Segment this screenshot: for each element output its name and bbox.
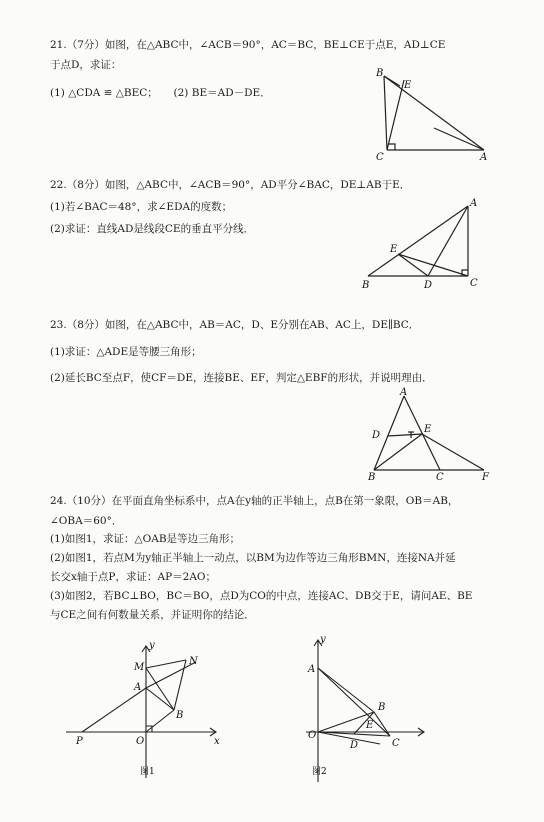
p21-line-3: (1) △CDA ≌ △BEC； (2) BE＝AD－DE． <box>50 87 271 99</box>
p24-f1-label-n: N <box>189 656 198 667</box>
p24-f2-label-o: O <box>308 730 317 741</box>
p24-figure-2 <box>300 632 430 788</box>
p22-line-3: (2)求证：直线AD是线段CE的垂直平分线． <box>50 223 255 235</box>
p24-line-1: 24.（10分）在平面直角坐标系中，点A在y轴的正半轴上，点B在第一象限，OB＝AB， <box>50 495 459 507</box>
p22-label-a: A <box>470 198 478 209</box>
p24-f1-label-b: B <box>176 710 184 721</box>
p22-label-b: B <box>362 280 370 291</box>
p24-line-7: 与CE之间有何数量关系，并证明你的结论． <box>50 609 255 621</box>
p24-f2-label-c: C <box>392 738 400 749</box>
p24-f1-label-x: x <box>214 736 220 747</box>
p24-line-2: ∠OBA＝60°． <box>50 515 123 527</box>
p22-figure <box>358 196 488 292</box>
p21-label-b: B <box>376 68 384 79</box>
p24-line-6: (3)如图2，若BC⊥BO，BC＝BO，点D为CO的中点，连接AC、DB交于E，请问AE、BE <box>50 590 473 602</box>
p24-f2-caption: 图2 <box>312 767 327 777</box>
p24-f1-caption: 图1 <box>140 767 155 777</box>
p24-f1-label-o: O <box>136 736 145 747</box>
p23-figure <box>362 386 500 482</box>
p22-label-c: C <box>470 278 478 289</box>
p22-label-e: E <box>390 244 398 255</box>
p23-line-1: 23.（8分）如图，在△ABC中，AB＝AC，D、E分别在AB、AC上，DE∥BC． <box>50 319 420 331</box>
p24-line-4: (2)如图1，若点M为y轴正半轴上一动点，以BM为边作等边三角形BMN，连接NA并延 <box>50 552 456 564</box>
p23-label-a: A <box>400 387 408 398</box>
p21-label-a: A <box>480 152 488 163</box>
p24-f1-label-a: A <box>134 682 142 693</box>
p23-line-3: (2)延长BC至点F，使CF＝DE，连接BE、EF，判定△EBF的形状，并说明理由． <box>50 372 433 384</box>
p24-f2-label-a: A <box>308 664 316 675</box>
p23-label-c: C <box>436 472 444 482</box>
p21-line-1: 21.（7分）如图，在△ABC中，∠ACB＝90°，AC＝BC，BE⊥CE于点E，AD⊥CE <box>50 39 446 51</box>
p24-f2-label-e: E <box>366 720 374 731</box>
p21-figure <box>372 64 492 164</box>
p24-line-3: (1)如图1，求证：△OAB是等边三角形； <box>50 533 241 545</box>
p24-f1-label-m: M <box>134 662 145 673</box>
p21-label-e: E <box>404 80 412 91</box>
p24-figure-1 <box>56 638 226 788</box>
p22-line-1: 22.（8分）如图，△ABC中，∠ACB＝90°，AD平分∠BAC，DE⊥AB于E． <box>50 179 411 191</box>
p23-line-2: (1)求证：△ADE是等腰三角形； <box>50 346 202 358</box>
p23-label-f: F <box>482 472 489 482</box>
p24-f2-label-b: B <box>378 702 386 713</box>
p24-f1-label-y: y <box>149 640 155 651</box>
p23-label-e: E <box>424 424 432 435</box>
p21-label-c: C <box>376 152 384 163</box>
p23-label-d: D <box>372 430 381 441</box>
p24-f1-label-p: P <box>76 736 83 747</box>
p23-label-b: B <box>368 472 376 482</box>
p21-line-2: 于点D，求证： <box>50 59 122 71</box>
p22-label-d: D <box>424 280 433 291</box>
p24-f2-label-d: D <box>350 740 359 751</box>
p22-line-2: (1)若∠BAC＝48°，求∠EDA的度数； <box>50 201 233 213</box>
p24-line-5: 长交x轴于点P，求证：AP＝2AO； <box>50 571 217 583</box>
p24-f2-label-y: y <box>320 634 326 645</box>
